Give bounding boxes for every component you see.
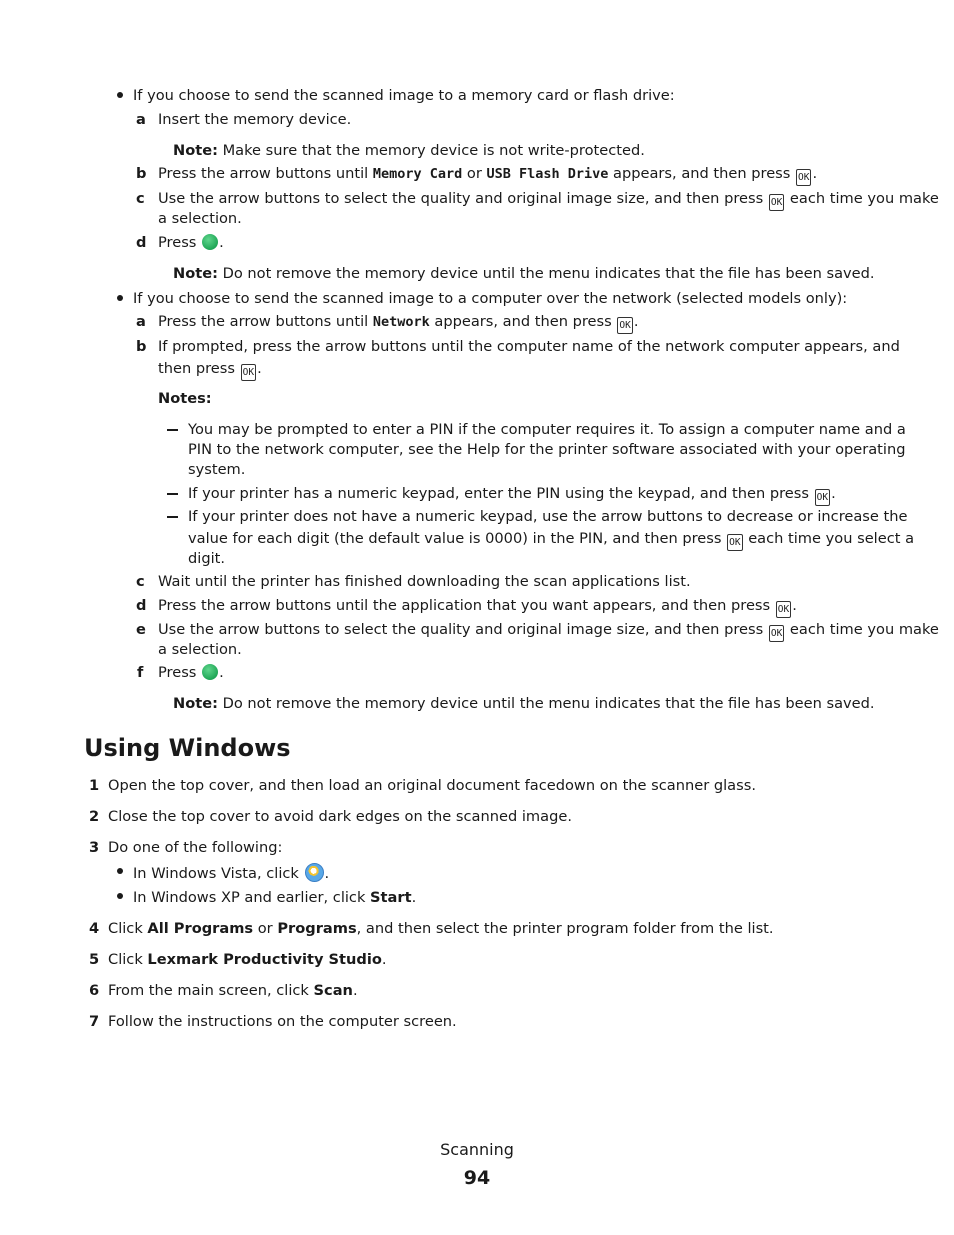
step-4 [108, 919, 774, 939]
ok-button-icon: OK [617, 317, 632, 334]
step-text: Press the arrow buttons until the application that you want appears, and then press [158, 597, 775, 614]
sec2-step-c: Wait until the printer has finished downloading the scan applications list. [158, 573, 691, 590]
marker-a: a [136, 111, 146, 128]
period: . [792, 597, 797, 614]
dash [167, 429, 178, 431]
marker-f: f [137, 664, 144, 681]
sec2-note [173, 694, 875, 714]
step-text: each time you make [785, 190, 939, 207]
notes-heading: Notes: [158, 390, 212, 407]
sec1-note1 [173, 141, 645, 161]
step-text: If your printer has a numeric keypad, enter the PIN using the keypad, and then press [188, 485, 814, 502]
start-button-icon [202, 664, 218, 680]
step-text: Press the arrow buttons until [158, 313, 373, 330]
ok-button-icon: OK [769, 625, 784, 642]
marker-c: c [136, 190, 145, 207]
sec2-step-e-line2: a selection. [158, 641, 242, 658]
note-item-1-line2: PIN to the network computer, see the Help for the printer software associated with your operating [188, 441, 906, 458]
notes-label [158, 389, 212, 409]
bullet [117, 92, 123, 98]
note-item-3-line3: digit. [188, 550, 225, 567]
bold-term: All Programs [147, 920, 254, 937]
step-2: Close the top cover to avoid dark edges on the scanned image. [108, 808, 572, 825]
ok-button-icon: OK [241, 364, 256, 381]
step-text: appears, and then press [429, 313, 617, 330]
sec2-step-e [158, 620, 939, 642]
sec2-step-d [158, 596, 797, 618]
dash [167, 493, 178, 495]
step-number: 1 [89, 777, 100, 794]
start-button-icon [202, 234, 218, 250]
note-label: Note: [173, 265, 218, 282]
note-item-3-line2 [188, 529, 914, 551]
page-number: 94 [463, 1167, 491, 1189]
ok-button-icon: OK [815, 489, 830, 506]
period: . [831, 485, 836, 502]
sec1-step-c [158, 189, 939, 211]
note-item-1-line1: You may be prompted to enter a PIN if the computer requires it. To assign a computer name and a [188, 421, 906, 438]
note-text: Do not remove the memory device until the menu indicates that the file has been saved. [217, 265, 875, 282]
sec2-step-f [158, 663, 224, 683]
step-6 [108, 981, 358, 1001]
section-heading: Using Windows [84, 734, 291, 762]
step-3: Do one of the following: [108, 839, 283, 856]
step-3-xp [133, 888, 416, 908]
step-text: In Windows XP and earlier, click [133, 889, 371, 906]
period: . [812, 165, 818, 182]
step-3-vista [133, 863, 329, 884]
code-memory-card: Memory Card [372, 166, 463, 182]
marker-e: e [136, 621, 146, 638]
step-number: 3 [89, 839, 100, 856]
step-number: 2 [89, 808, 100, 825]
note-item-2 [188, 484, 836, 506]
code-usb-flash-drive: USB Flash Drive [486, 166, 609, 182]
ok-button-icon: OK [769, 194, 784, 211]
step-text: each time you make [785, 621, 939, 638]
bullet [117, 295, 123, 301]
period: . [324, 865, 330, 882]
step-text: Press the arrow buttons until [158, 165, 373, 182]
step-text: or [462, 165, 487, 182]
sec1-step-b [158, 164, 817, 186]
step-text: Use the arrow buttons to select the quality and original image size, and then press [158, 621, 768, 638]
step-text: value for each digit (the default value is 0000) in the PIN, and then press [188, 530, 727, 547]
sec1-note2 [173, 264, 875, 284]
note-text: Do not remove the memory device until the menu indicates that the file has been saved. [217, 695, 875, 712]
marker-d: d [136, 234, 147, 251]
step-text: Use the arrow buttons to select the quality and original image size, and then press [158, 190, 768, 207]
bold-term: Programs [277, 920, 357, 937]
step-text: From the main screen, click [108, 982, 314, 999]
sec1-step-a: Insert the memory device. [158, 111, 352, 128]
marker-d: d [136, 597, 147, 614]
period: . [219, 664, 224, 681]
windows-start-orb-icon [305, 863, 324, 882]
sec2-step-a [158, 312, 638, 334]
note-label: Note: [173, 142, 218, 159]
step-text: appears, and then press [608, 165, 796, 182]
note-label: Note: [173, 695, 218, 712]
marker-c: c [136, 573, 145, 590]
sec2-step-b-line1: If prompted, press the arrow buttons until the computer name of the network computer appears, and [158, 338, 900, 355]
step-text: Press [158, 664, 202, 681]
step-number: 4 [89, 920, 100, 937]
step-text: or [253, 920, 278, 937]
sec1-step-d [158, 233, 224, 253]
marker-b: b [136, 338, 147, 355]
period: . [411, 889, 417, 906]
sec2-bullet-text: If you choose to send the scanned image to a computer over the network (selected models only): [133, 290, 848, 307]
footer-section-name: Scanning [440, 1140, 514, 1159]
period: . [633, 313, 639, 330]
note-item-3-line1: If your printer does not have a numeric keypad, use the arrow buttons to decrease or increase the [188, 508, 908, 525]
step-text: Press [158, 234, 202, 251]
period: . [352, 982, 358, 999]
step-text: In Windows Vista, click [133, 865, 304, 882]
step-text: Click [108, 951, 148, 968]
bold-term: Start [370, 889, 412, 906]
step-number: 6 [89, 982, 100, 999]
ok-button-icon: OK [727, 534, 742, 551]
period: . [219, 234, 224, 251]
step-5 [108, 950, 387, 970]
step-text: , and then select the printer program folder from the list. [356, 920, 774, 937]
sec2-step-b-line2 [158, 359, 262, 381]
note-item-1-line3: system. [188, 461, 246, 478]
step-1: Open the top cover, and then load an original document facedown on the scanner glass. [108, 777, 756, 794]
note-text: Make sure that the memory device is not write-protected. [217, 142, 645, 159]
step-text: each time you select a [743, 530, 915, 547]
bold-term: Lexmark Productivity Studio [147, 951, 382, 968]
marker-a: a [136, 313, 146, 330]
ok-button-icon: OK [776, 601, 791, 618]
sec1-bullet-text: If you choose to send the scanned image to a memory card or flash drive: [133, 87, 675, 104]
step-text: Click [108, 920, 148, 937]
code-network: Network [372, 314, 430, 330]
marker-b: b [136, 165, 147, 182]
bold-term: Scan [313, 982, 353, 999]
period: . [381, 951, 387, 968]
step-number: 5 [89, 951, 100, 968]
step-number: 7 [89, 1013, 100, 1030]
step-text: then press [158, 360, 240, 377]
sec1-step-c-line2: a selection. [158, 210, 242, 227]
bullet [117, 868, 123, 874]
period: . [257, 360, 262, 377]
step-7: Follow the instructions on the computer screen. [108, 1013, 457, 1030]
bullet [117, 893, 123, 899]
ok-button-icon: OK [796, 169, 811, 186]
dash [167, 516, 178, 518]
